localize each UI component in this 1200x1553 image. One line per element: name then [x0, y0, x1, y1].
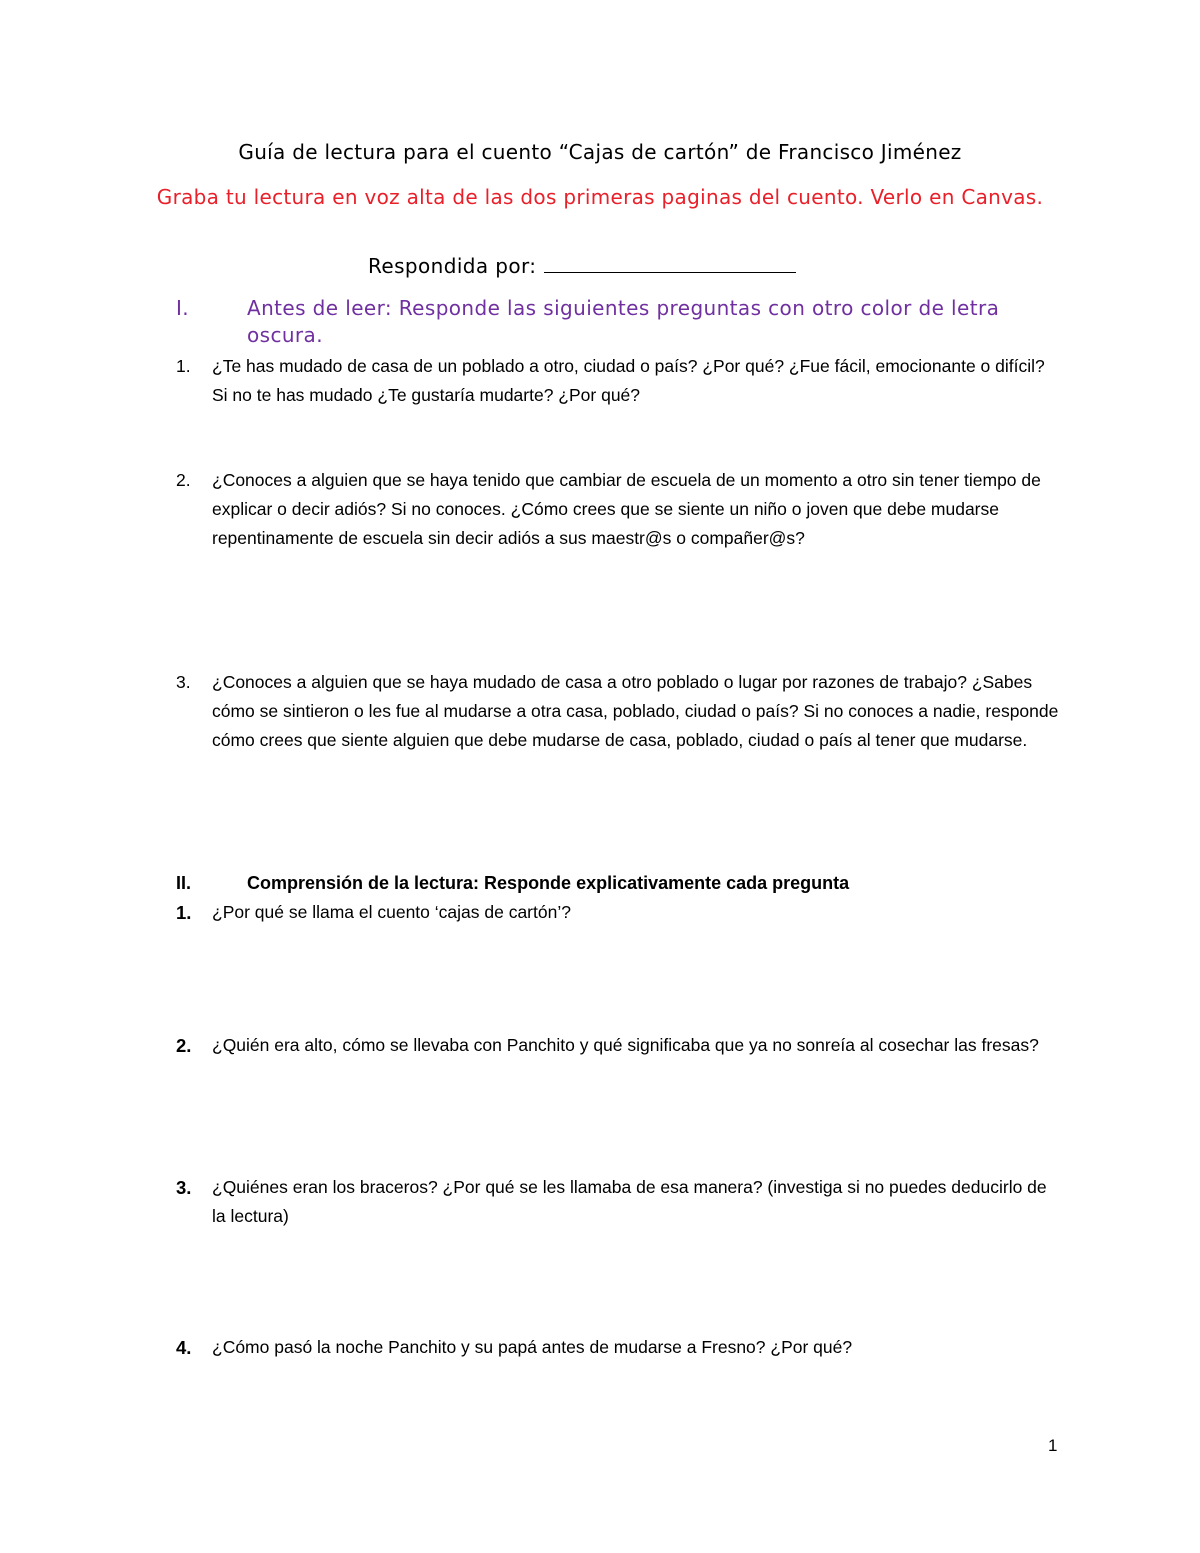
- document-title: Guía de lectura para el cuento “Cajas de cartón” de Francisco Jiménez: [238, 140, 962, 164]
- answered-by-row: [368, 254, 796, 278]
- answered-by-label: Respondida por:: [368, 254, 537, 278]
- question-number: 1.: [176, 356, 191, 376]
- question-number: 1.: [176, 902, 192, 923]
- question-number: 3.: [176, 1177, 192, 1198]
- recording-instruction: Graba tu lectura en voz alta de las dos primeras paginas del cuento. Verlo en Canvas.: [156, 185, 1044, 209]
- section-one-title: Antes de leer: Responde las siguientes preguntas con otro color de letra oscura.: [247, 296, 1000, 347]
- question-number: 4.: [176, 1337, 192, 1358]
- question-text: ¿Cómo pasó la noche Panchito y su papá antes de mudarse a Fresno? ¿Por qué?: [212, 1337, 853, 1357]
- question-text: ¿Conoces a alguien que se haya tenido que cambiar de escuela de un momento a otro sin tener tiempo de explicar o decir adiós? Si no conoces. ¿Cómo crees que se siente un niño o joven que debe mudarse repentinamente de escuela sin decir adiós a sus maestr@s o compañer@s?: [212, 470, 1041, 548]
- question-text: ¿Por qué se llama el cuento ‘cajas de cartón’?: [212, 902, 571, 922]
- question-number: 2.: [176, 1035, 192, 1056]
- question-number: 2.: [176, 470, 191, 490]
- answered-by-blank-line: [544, 256, 796, 273]
- section-two-title: Comprensión de la lectura: Responde explicativamente cada pregunta: [247, 873, 850, 893]
- question-text: ¿Conoces a alguien que se haya mudado de casa a otro poblado o lugar por razones de trabajo? ¿Sabes cómo se sintieron o les fue al mudarse a otra casa, poblado, ciudad o país? Si no conoces a nadie, responde cómo crees que siente alguien que debe mudarse de casa, poblado, ciudad o país al tener que mudarse.: [212, 672, 1059, 750]
- question-text: ¿Quiénes eran los braceros? ¿Por qué se les llamaba de esa manera? (investiga si no puedes deducirlo de la lectura): [212, 1177, 1047, 1226]
- page-number: 1: [1048, 1436, 1058, 1455]
- section-two-numeral: II.: [176, 873, 192, 893]
- section-one-numeral: I.: [176, 296, 190, 320]
- question-text: ¿Quién era alto, cómo se llevaba con Panchito y qué significaba que ya no sonreía al cosechar las fresas?: [212, 1035, 1039, 1055]
- question-number: 3.: [176, 672, 191, 692]
- question-text: ¿Te has mudado de casa de un poblado a otro, ciudad o país? ¿Por qué? ¿Fue fácil, emocionante o difícil? Si no te has mudado ¿Te gustaría mudarte? ¿Por qué?: [212, 356, 1045, 405]
